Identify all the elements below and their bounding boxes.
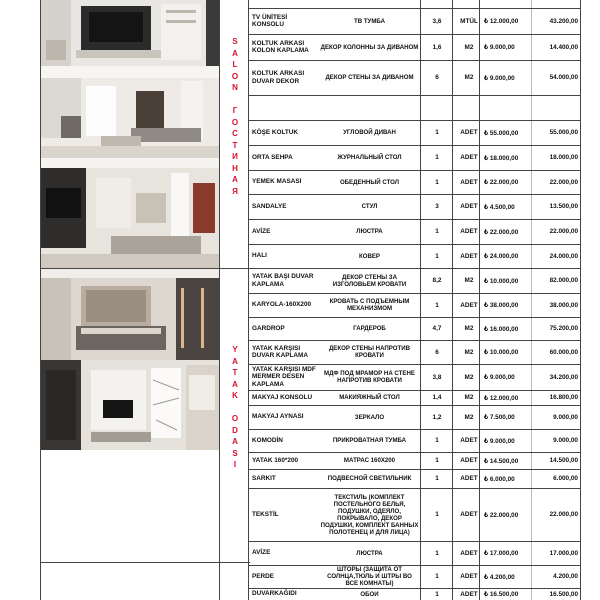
grid-horizontal-line	[248, 120, 581, 121]
item-name: MAKYAJ KONSOLU	[252, 393, 313, 401]
item-quantity: 1	[435, 228, 439, 235]
grid-vertical-line	[531, 0, 532, 600]
item-name: MAKYAJ AYNASI	[252, 413, 304, 421]
item-unit-price: ₺ 12.000,00	[484, 394, 519, 402]
item-total: 4.200,00	[553, 573, 578, 580]
item-unit-price: ₺ 22.000,00	[484, 228, 519, 236]
item-unit-price: ₺ 9.000,00	[484, 374, 515, 381]
item-unit: ADET	[460, 573, 478, 580]
salon-render-photo-1	[41, 0, 219, 66]
item-name: YATAK KARŞISI DUVAR KAPLAMA	[252, 344, 308, 359]
item-unit: M2	[464, 277, 474, 284]
item-unit-price: ₺ 6.000,00	[484, 475, 515, 483]
item-quantity: 3,8	[432, 373, 442, 381]
item-name: YATAK KARŞISI MDF MERMER DESEN KAPLAMA	[252, 365, 316, 388]
item-quantity: 6	[435, 348, 439, 356]
item-total: 14.400,00	[549, 43, 578, 51]
item-unit-price: ₺ 16.500,00	[484, 591, 519, 598]
item-russian-name: КРОВАТЬ С ПОДЪЕМНЫМ МЕХАНИЗМОМ	[329, 298, 410, 312]
grid-horizontal-line	[248, 317, 581, 318]
item-quantity: 1	[435, 301, 439, 309]
item-unit: ADET	[460, 154, 478, 161]
item-name: SANDALYE	[252, 202, 287, 210]
grid-horizontal-line	[248, 452, 581, 453]
grid-vertical-line	[248, 0, 249, 600]
item-russian-name: ДЕКОР СТЕНЫ НАПРОТИВ КРОВАТИ	[328, 345, 411, 359]
grid-vertical-line	[219, 0, 220, 600]
item-name: SARKIT	[252, 474, 276, 482]
item-russian-name: ЗЕРКАЛО	[354, 413, 385, 421]
item-unit: M2	[464, 74, 474, 81]
grid-horizontal-line	[248, 565, 581, 566]
item-total: 16.500,00	[549, 590, 578, 598]
item-quantity: 3,6	[432, 17, 442, 25]
item-russian-name: ПРИКРОВАТНАЯ ТУМБА	[332, 437, 407, 444]
item-quantity: 1	[435, 178, 439, 186]
item-total: 14.500,00	[549, 457, 578, 464]
item-unit: ADET	[460, 437, 478, 444]
item-name: PERDE	[252, 572, 275, 580]
grid-vertical-line	[40, 0, 41, 600]
item-unit-price: ₺ 10.000,00	[484, 349, 519, 356]
item-quantity: 8,2	[432, 277, 442, 284]
item-unit: ADET	[460, 549, 478, 557]
item-russian-name: ТВ ТУМБА	[354, 17, 385, 25]
item-quantity: 1	[435, 154, 439, 161]
item-unit-price: ₺ 7.500,00	[484, 414, 515, 421]
grid-horizontal-line	[248, 405, 581, 406]
item-total: 22.000,00	[549, 511, 578, 518]
bedroom-render-photo-2	[41, 360, 219, 450]
item-quantity: 1	[435, 252, 439, 260]
item-quantity: 1,2	[432, 413, 442, 421]
item-russian-name: ГАРДЕРОБ	[353, 325, 386, 332]
section-divider-line	[40, 268, 250, 269]
item-name	[252, 0, 317, 8]
item-russian-name: ОБЕДЕННЫЙ СТОЛ	[339, 178, 400, 186]
item-name: ORTA SEHPA	[252, 153, 293, 161]
item-unit: ADET	[460, 228, 478, 235]
item-unit: M2	[464, 373, 474, 381]
item-quantity: 1,6	[432, 43, 442, 51]
item-total: 82.000,00	[549, 277, 578, 284]
item-unit: ADET	[460, 252, 478, 260]
item-name: AVİZE	[252, 227, 271, 235]
item-russian-name: ДЕКОР СТЕНЫ ЗА ИЗГОЛОВЬЕМ КРОВАТИ	[332, 273, 407, 288]
item-russian-name: ОБОИ	[360, 590, 379, 598]
grid-horizontal-line	[248, 469, 581, 470]
item-total: 13.500,00	[549, 203, 578, 210]
item-name: TV ÜNİTESİ KONSOLU	[252, 13, 288, 28]
grid-horizontal-line	[248, 268, 581, 269]
item-quantity: 4,7	[432, 325, 442, 332]
grid-horizontal-line	[248, 488, 581, 489]
salon-render-photo-2	[41, 66, 219, 158]
item-unit-price: ₺ 55.000,00	[484, 129, 519, 137]
grid-horizontal-line	[248, 34, 581, 35]
item-name: TEKSTİL	[252, 510, 279, 518]
item-total	[532, 95, 578, 120]
item-russian-name: КОВЕР	[359, 252, 380, 260]
item-unit-price: ₺ 14.500,00	[484, 457, 519, 465]
item-name: GARDROP	[252, 324, 285, 332]
item-total: 55.000,00	[549, 129, 578, 136]
item-name: KARYOLA-160X200	[252, 301, 312, 309]
item-quantity: 1	[435, 129, 439, 136]
item-unit-price: ₺ 16.000,00	[484, 325, 519, 333]
item-unit: ADET	[460, 203, 478, 210]
item-russian-name: ТЕКСТИЛЬ (КОМПЛЕКТ ПОСТЕЛЬНОГО БЕЛЬЯ, ПОДУШКИ, ОДЕЯЛО, ПОКРЫВАЛО, ДЕКОР ПОДУШКИ, КОМПЛЕКТ БАННЫХ ПОЛОТЕНЕЦ И ДЛЯ ЛИЦА)	[320, 493, 419, 536]
grid-horizontal-line	[248, 541, 581, 542]
item-name: HALI	[252, 252, 267, 260]
item-russian-name: ЛЮСТРА	[356, 549, 383, 557]
item-total: 34.200,00	[549, 373, 578, 381]
item-unit: M2	[464, 43, 474, 51]
item-total: 75.200,00	[549, 325, 578, 332]
item-total: 6.000,00	[553, 475, 578, 482]
item-unit-price: ₺ 4.200,00	[484, 573, 515, 581]
item-name: AVİZE	[252, 549, 271, 557]
item-total: 17.000,00	[549, 549, 578, 557]
item-quantity: 1	[435, 437, 439, 444]
grid-horizontal-line	[248, 364, 581, 365]
item-unit: ADET	[460, 457, 478, 464]
item-name: KÖŞE KOLTUK	[252, 128, 299, 136]
item-name: KOLTUK ARKASI KOLON KAPLAMA	[252, 39, 309, 54]
item-total: 60.000,00	[549, 348, 578, 356]
item-quantity: 1	[435, 475, 439, 482]
item-name: KOMODİN	[252, 436, 283, 444]
item-total: 22.000,00	[549, 178, 578, 186]
item-russian-name	[320, 95, 419, 120]
grid-horizontal-line	[248, 588, 581, 589]
item-russian-name: ШТОРЫ (ЗАЩИТА ОТ СОЛНЦА,ТЮЛЬ И ШТРЫ ВО ВСЕ КОМНАТЫ)	[327, 566, 412, 587]
item-quantity: 1	[435, 573, 439, 580]
item-russian-name: МДФ ПОД МРАМОР НА СТЕНЕ НАПРОТИВ КРОВАТИ	[324, 370, 415, 384]
item-unit-price: ₺ 24.000,00	[484, 253, 519, 260]
grid-horizontal-line	[248, 95, 581, 96]
item-unit-price: ₺ 9.000,00	[484, 437, 515, 445]
item-russian-name: ДЕКОР КОЛОННЫ ЗА ДИВАНОМ	[320, 43, 419, 51]
item-russian-name: ЛЮСТРА	[356, 228, 383, 235]
item-quantity: 1	[435, 549, 439, 557]
item-unit-price: ₺ 4.500,00	[484, 203, 515, 211]
grid-horizontal-line	[248, 219, 581, 220]
item-unit: ADET	[460, 129, 478, 136]
grid-vertical-line	[420, 0, 421, 600]
item-quantity: 3	[435, 203, 439, 210]
item-unit: MTÜL	[460, 17, 478, 25]
item-russian-name: ПОДВЕСНОЙ СВЕТИЛЬНИК	[327, 475, 412, 482]
item-quantity: 1	[435, 457, 439, 464]
grid-horizontal-line	[248, 340, 581, 341]
item-russian-name: ЖУРНАЛЬНЫЙ СТОЛ	[337, 154, 402, 161]
section-label-yatak-odasi: Y A T A K O D A S I	[231, 345, 239, 469]
item-russian-name: МАКИЯЖНЫЙ СТОЛ	[339, 394, 400, 401]
grid-horizontal-line	[248, 194, 581, 195]
item-russian-name: МАТРАС 160Х200	[343, 457, 396, 464]
item-total: 43.200,00	[549, 17, 578, 25]
item-unit: M2	[464, 394, 474, 401]
grid-horizontal-line	[248, 60, 581, 61]
item-total: 9.000,00	[553, 413, 578, 421]
grid-vertical-line	[452, 0, 453, 600]
item-russian-name: ДЕКОР СТЕНЫ ЗА ДИВАНОМ	[325, 74, 414, 81]
item-russian-name: СТУЛ	[361, 203, 378, 210]
section-label-salon: S A L O N Г О С Т И Н А Я	[231, 37, 239, 196]
item-quantity	[420, 95, 454, 120]
item-unit-price: ₺ 9.000,00	[484, 44, 515, 51]
item-unit: M2	[464, 348, 474, 356]
item-total: 16.800,00	[549, 394, 578, 401]
item-total: 9.000,00	[553, 437, 578, 444]
item-total: 22.000,00	[549, 228, 578, 235]
item-total: 38.000,00	[549, 301, 578, 309]
grid-vertical-line	[580, 0, 581, 600]
section-divider-line	[40, 562, 250, 563]
item-unit: ADET	[460, 511, 478, 518]
item-name: YATAK 160*200	[252, 456, 299, 464]
item-unit-price: ₺ 22.000,00	[484, 511, 519, 519]
item-name	[252, 95, 317, 120]
item-quantity: 1	[435, 511, 439, 518]
item-unit-price	[483, 0, 530, 8]
grid-horizontal-line	[248, 390, 581, 391]
item-name: KOLTUK ARKASI DUVAR DEKOR	[252, 70, 305, 85]
item-name: YEMEK MASASI	[252, 178, 302, 186]
item-unit: ADET	[460, 475, 478, 482]
grid-horizontal-line	[248, 170, 581, 171]
item-unit: M2	[464, 325, 474, 332]
item-unit: ADET	[460, 301, 478, 309]
item-total: 24.000,00	[549, 252, 578, 260]
item-quantity: 1,4	[432, 394, 442, 401]
item-quantity: 1	[435, 590, 439, 598]
item-unit: ADET	[460, 178, 478, 186]
salon-render-photo-3	[41, 158, 219, 268]
item-total	[532, 0, 578, 8]
item-unit-price: ₺ 10.000,00	[484, 277, 519, 285]
item-total: 18.000,00	[549, 154, 578, 161]
item-name: YATAK BAŞI DUVAR KAPLAMA	[252, 273, 314, 288]
bedroom-render-photo-1	[41, 268, 219, 360]
grid-horizontal-line	[248, 244, 581, 245]
item-unit-price: ₺ 12.000,00	[484, 18, 519, 25]
grid-vertical-line	[479, 0, 480, 600]
item-unit-price	[483, 95, 530, 120]
item-quantity: 6	[435, 74, 439, 81]
item-russian-name: УГЛОВОЙ ДИВАН	[343, 129, 396, 136]
item-unit-price: ₺ 18.000,00	[484, 154, 519, 162]
grid-horizontal-line	[248, 429, 581, 430]
grid-horizontal-line	[248, 293, 581, 294]
grid-horizontal-line	[248, 145, 581, 146]
item-russian-name	[320, 0, 419, 8]
item-unit-price: ₺ 38.000,00	[484, 302, 519, 309]
item-total: 54.000,00	[549, 74, 578, 81]
item-unit-price: ₺ 17.000,00	[484, 550, 519, 557]
item-unit-price: ₺ 9.000,00	[484, 74, 515, 82]
item-unit: ADET	[460, 590, 478, 598]
item-quantity	[420, 0, 454, 8]
item-name: DUVARKAĞIDI	[252, 590, 297, 598]
item-unit: M2	[464, 413, 474, 421]
grid-horizontal-line	[248, 8, 581, 9]
item-unit-price: ₺ 22.000,00	[484, 179, 519, 186]
